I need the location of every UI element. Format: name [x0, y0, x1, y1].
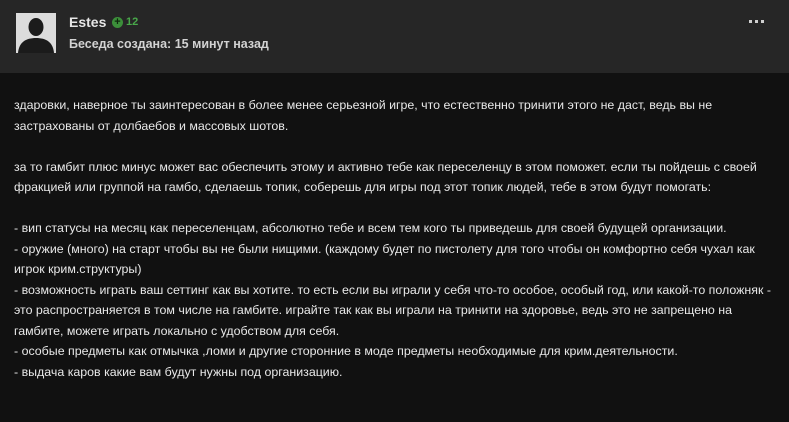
ellipsis-icon[interactable] [748, 17, 766, 27]
author-name[interactable]: Estes [69, 14, 107, 30]
post-paragraph: за то гамбит плюс минус может вас обеспечить этому и активно тебе как переселенцу в этом поможет. если ты пойдешь с своей фракцией или группой на гамбо, сделаешь топик, соберешь для игры под этот топик людей, тебе в этом будут помогать: [14, 159, 757, 194]
post-header [0, 0, 789, 73]
avatar[interactable] [16, 13, 56, 53]
post-paragraph: здаровки, наверное ты заинтересован в более менее серьезной игре, что естественно тринити этого не даст, ведь вы не застрахованы от долбаебов и массовых шотов. [14, 98, 713, 133]
plus-circle-icon: + [112, 17, 123, 28]
list-item: - оружие (много) на старт чтобы вы не были нищими. (каждому будет по пистолету для того чтобы он комфортно себя чухал как игрок крим.структуры) [14, 241, 755, 276]
list-item: - выдача каров какие вам будут нужны под организацию. [14, 364, 343, 379]
list-item: - вип статусы на месяц как переселенцам, абсолютно тебе и всем тем кого ты приведешь для своей будущей организации. [14, 221, 727, 235]
list-item: - особые предметы как отмычка ,ломи и другие сторонние в моде предметы необходимые для крим.деятельности. [14, 344, 678, 358]
conversation-created-meta: Беседа создана: 15 минут назад [69, 37, 269, 51]
post-content [14, 95, 779, 382]
reputation-badge [112, 15, 138, 30]
user-silhouette-icon [16, 13, 56, 53]
list-item: - возможность играть ваш сеттинг как вы хотите. то есть если вы играли у себя что-то особое, особый год, или какой-то положняк - это распространяется в том числе на гамбите. играйте так как вы играли на тринити на здоровье, ведь это не запрещено на гамбите, можете играть локально с удобством для себя. [14, 282, 771, 338]
reputation-count: 12 [126, 16, 139, 28]
